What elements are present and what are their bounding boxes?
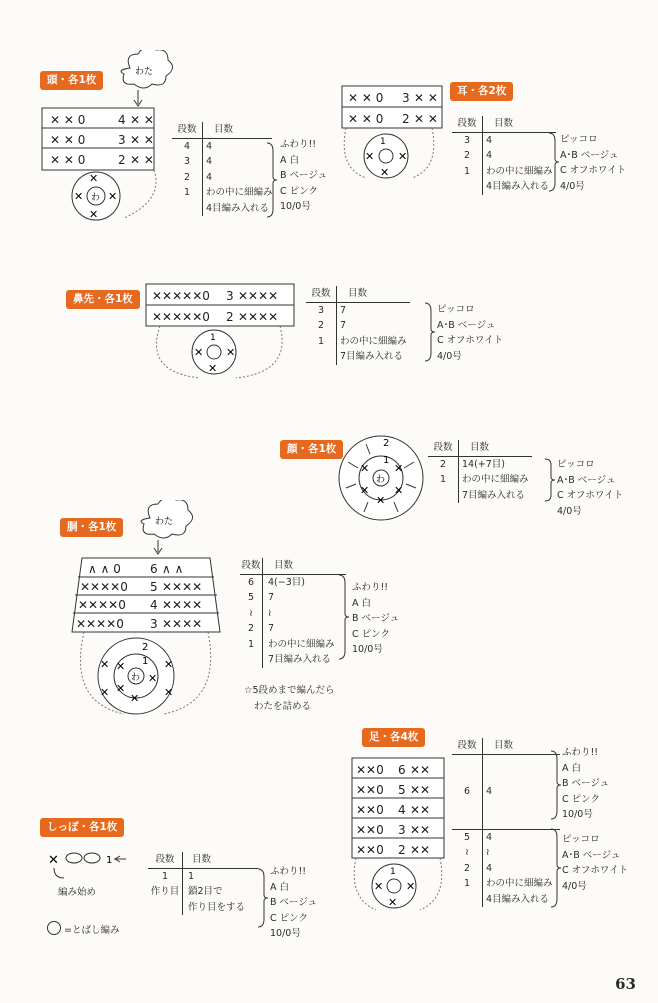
svg-text:✕: ✕ <box>360 462 370 475</box>
svg-text:✕: ✕ <box>74 190 84 203</box>
ears-section-tag: 耳・各2枚 <box>450 82 513 101</box>
svg-text:✕✕✕✕: ✕✕✕✕ <box>238 310 279 324</box>
legend-text: =とばし編み <box>64 925 120 936</box>
tail-brace <box>257 868 269 928</box>
face-crochet-chart <box>336 432 426 522</box>
legs-stitch-table: 段数 目数 6 4 5 4 ≀ ≀ 2 4 1 わの中に細編み 4目編み入れる <box>452 738 560 907</box>
face-round-1: 1 <box>383 455 390 466</box>
face-round-2: 2 <box>383 438 390 449</box>
svg-text:✕: ✕ <box>365 150 375 163</box>
nose-stitch-table: 段数 目数 3 7 2 7 1 わの中に細編み 7目編み入れる <box>306 286 410 365</box>
svg-text:✕: ✕ <box>130 692 140 705</box>
body-brace <box>338 574 350 660</box>
nose-round-1: 1 <box>210 333 216 343</box>
ears-round-3: 3 <box>402 91 410 105</box>
svg-text:✕: ✕ <box>100 658 110 671</box>
body-section-tag: 胴・各1枚 <box>60 518 123 537</box>
svg-text:✕ ✕: ✕ ✕ <box>130 113 154 127</box>
svg-text:✕: ✕ <box>100 686 110 699</box>
svg-text:✕: ✕ <box>208 362 218 375</box>
body-stuffing-note: ☆5段めまで編んだら わたを詰める <box>244 685 335 712</box>
nose-brace <box>424 302 436 362</box>
svg-text:✕✕: ✕✕ <box>410 823 431 837</box>
nose-section-tag: 鼻先・各1枚 <box>66 290 140 309</box>
svg-text:✕: ✕ <box>398 150 408 163</box>
head-cloud-label: わた <box>135 67 154 77</box>
svg-text:✕ ✕: ✕ ✕ <box>130 133 154 147</box>
svg-text:✕✕✕✕: ✕✕✕✕ <box>162 598 203 612</box>
svg-text:✕: ✕ <box>148 672 158 685</box>
svg-text:✕✕0: ✕✕0 <box>356 803 384 817</box>
legs-crochet-chart <box>346 752 450 920</box>
legs-brace-bottom <box>550 828 562 908</box>
ears-round-2: 2 <box>402 112 410 126</box>
svg-text:∧ ∧ 0: ∧ ∧ 0 <box>88 562 121 576</box>
svg-text:✕ ✕ 0: ✕ ✕ 0 <box>50 153 86 167</box>
head-brace <box>266 142 278 218</box>
legs-round-4: 4 <box>398 803 406 817</box>
svg-text:✕✕: ✕✕ <box>410 843 431 857</box>
svg-text:✕: ✕ <box>89 208 99 221</box>
svg-text:✕: ✕ <box>194 346 204 359</box>
svg-text:✕: ✕ <box>108 190 118 203</box>
body-round-4: 4 <box>150 598 158 612</box>
legs-round-6: 6 <box>398 763 406 777</box>
ears-round-1: 1 <box>380 137 386 147</box>
svg-text:✕: ✕ <box>164 686 174 699</box>
svg-text:✕✕✕✕0: ✕✕✕✕0 <box>76 617 124 631</box>
nose-crochet-chart <box>140 278 300 390</box>
ears-crochet-chart <box>336 82 448 192</box>
face-stitch-table: 段数 目数 2 14(+7目) 1 わの中に細編み 7目編み入れる <box>428 440 532 503</box>
svg-text:✕✕✕✕0: ✕✕✕✕0 <box>80 580 128 594</box>
legs-yarn-bottom: ピッコロ A･B ベージュ C オフホワイト 4/0号 <box>562 834 629 892</box>
body-cloud-label: わた <box>155 517 174 527</box>
svg-text:✕ ✕: ✕ ✕ <box>414 91 438 105</box>
legs-section-tag: 足・各4枚 <box>362 728 425 747</box>
svg-text:✕: ✕ <box>116 660 126 673</box>
svg-text:✕ ✕: ✕ ✕ <box>130 153 154 167</box>
face-brace <box>544 458 556 504</box>
svg-text:✕ ✕: ✕ ✕ <box>414 112 438 126</box>
svg-text:✕: ✕ <box>374 880 384 893</box>
svg-text:✕✕0: ✕✕0 <box>356 763 384 777</box>
nose-round-2: 2 <box>226 310 234 324</box>
svg-text:✕: ✕ <box>376 494 386 507</box>
tail-start-label: 編み始め <box>58 887 97 898</box>
svg-text:✕: ✕ <box>380 166 390 179</box>
svg-text:✕: ✕ <box>48 853 59 868</box>
svg-text:✕✕✕✕0: ✕✕✕✕0 <box>78 598 126 612</box>
svg-text:✕✕0: ✕✕0 <box>356 823 384 837</box>
svg-text:✕: ✕ <box>394 484 404 497</box>
body-round-2: 2 <box>142 642 149 653</box>
body-round-5: 5 <box>150 580 158 594</box>
head-crochet-chart <box>38 50 173 225</box>
nose-round-3: 3 <box>226 289 234 303</box>
body-round-1: 1 <box>142 656 149 667</box>
legs-yarn-top: ふわり!! A 白 B ベージュ C ピンク 10/0号 <box>562 747 610 820</box>
legs-brace-top <box>550 750 562 820</box>
svg-text:✕: ✕ <box>164 658 174 671</box>
svg-text:✕✕✕✕: ✕✕✕✕ <box>162 617 203 631</box>
legs-round-2: 2 <box>398 843 406 857</box>
body-crochet-chart <box>64 500 234 722</box>
page-number: 63 <box>615 975 636 993</box>
body-round-3: 3 <box>150 617 158 631</box>
svg-text:✕: ✕ <box>388 896 398 909</box>
svg-text:✕✕✕✕✕0: ✕✕✕✕✕0 <box>152 310 210 324</box>
head-ring-label: わ <box>91 193 101 203</box>
tail-yarn-list: ふわり!! A 白 B ベージュ C ピンク 10/0号 <box>270 866 318 939</box>
head-stitch-table: 段数 目数 4 4 3 4 2 4 1 わの中に細編み 4目編み入れる <box>172 122 272 216</box>
ears-yarn-list: ピッコロ A･B ベージュ C オフホワイト 4/0号 <box>560 134 627 192</box>
svg-text:∧ ∧: ∧ ∧ <box>162 562 184 576</box>
svg-text:✕: ✕ <box>116 682 126 695</box>
svg-text:✕✕0: ✕✕0 <box>356 843 384 857</box>
svg-text:✕✕✕✕: ✕✕✕✕ <box>238 289 279 303</box>
svg-text:✕ ✕ 0: ✕ ✕ 0 <box>50 113 86 127</box>
body-yarn-list: ふわり!! A 白 B ベージュ C ピンク 10/0号 <box>352 582 400 655</box>
skip-stitch-symbol-icon <box>46 920 64 938</box>
svg-text:✕✕✕✕✕0: ✕✕✕✕✕0 <box>152 289 210 303</box>
svg-text:✕: ✕ <box>360 484 370 497</box>
head-yarn-list: ふわり!! A 白 B ベージュ C ピンク 10/0号 <box>280 139 328 212</box>
legs-round-1: 1 <box>390 867 396 877</box>
body-round-6: 6 <box>150 562 158 576</box>
nose-yarn-list: ピッコロ A･B ベージュ C オフホワイト 4/0号 <box>437 304 504 362</box>
head-round-2: 2 <box>118 153 126 167</box>
body-stitch-table: 段数 目数 6 4(−3目) 5 7 ≀ ≀ 2 7 1 わの中に細編み 7目編み入れる <box>240 558 346 668</box>
head-round-3: 3 <box>118 133 126 147</box>
face-section-tag: 顔・各1枚 <box>280 440 343 459</box>
svg-text:✕ ✕ 0: ✕ ✕ 0 <box>348 112 384 126</box>
svg-text:✕: ✕ <box>394 462 404 475</box>
svg-text:✕: ✕ <box>226 346 236 359</box>
tail-round-1: 1 <box>106 855 113 866</box>
svg-text:✕: ✕ <box>89 172 99 185</box>
svg-text:✕ ✕ 0: ✕ ✕ 0 <box>348 91 384 105</box>
svg-text:✕✕: ✕✕ <box>410 763 431 777</box>
svg-text:✕: ✕ <box>406 880 416 893</box>
svg-text:✕ ✕ 0: ✕ ✕ 0 <box>50 133 86 147</box>
body-ring-label: わ <box>131 673 141 683</box>
tail-stitch-table: 段数 目数 1 1 作り目 鎖2目で 作り目をする <box>148 852 258 915</box>
svg-text:✕✕✕✕: ✕✕✕✕ <box>162 580 203 594</box>
ears-stitch-table: 段数 目数 3 4 2 4 1 わの中に細編み 4目編み入れる <box>452 116 556 195</box>
head-round-4: 4 <box>118 113 126 127</box>
face-yarn-list: ピッコロ A･B ベージュ C オフホワイト 4/0号 <box>557 459 624 517</box>
ears-brace <box>548 132 560 192</box>
svg-text:✕✕: ✕✕ <box>410 803 431 817</box>
face-ring-label: わ <box>376 475 386 485</box>
legs-round-5: 5 <box>398 783 406 797</box>
tail-section-tag: しっぽ・各1枚 <box>40 818 124 837</box>
svg-text:✕✕: ✕✕ <box>410 783 431 797</box>
legs-round-3: 3 <box>398 823 406 837</box>
head-section-tag: 頭・各1枚 <box>40 71 103 90</box>
svg-text:✕✕0: ✕✕0 <box>356 783 384 797</box>
